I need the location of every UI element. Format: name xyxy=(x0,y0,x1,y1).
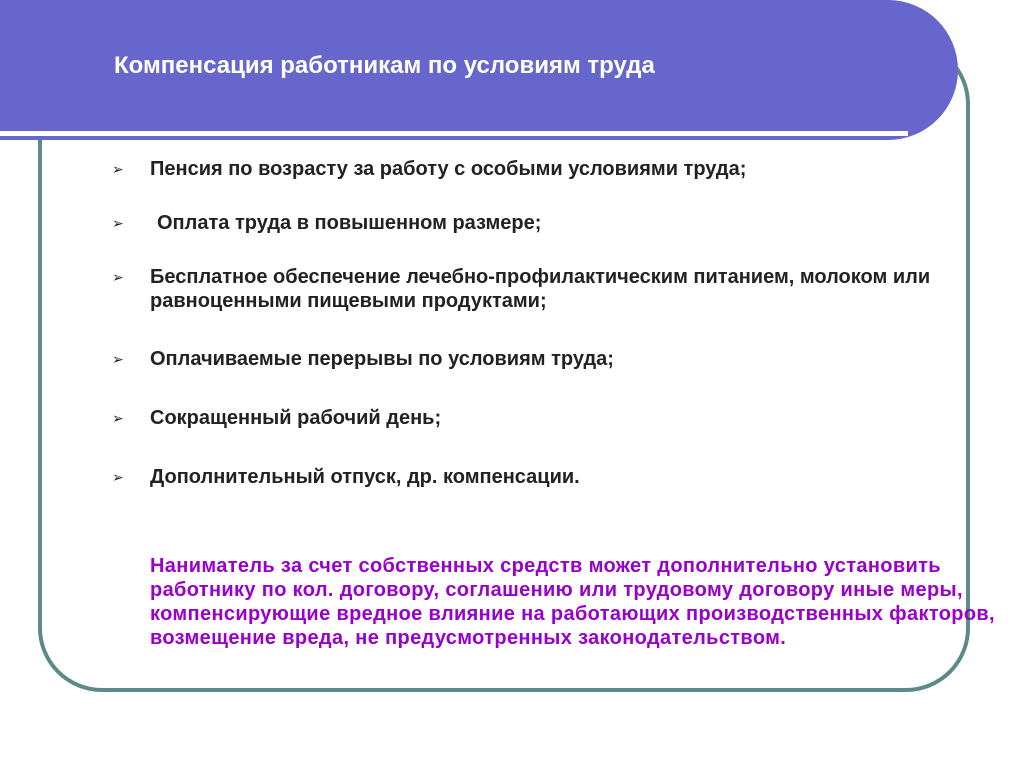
employer-note: Наниматель за счет собственных средств может дополнительно установить работнику по кол. договору, соглашению или трудовому договору иные меры, компенсирующие вредное влияние на работающих производственных факторов, возмещение вреда, не предусмотренных законодательством. xyxy=(150,555,995,649)
list-item xyxy=(112,211,982,235)
arrow-bullet-icon: ➢ xyxy=(112,410,124,426)
list-item-text: Пенсия по возрасту за работу с особыми условиями труда; xyxy=(150,158,747,180)
slide-title: Компенсация работникам по условиям труда xyxy=(114,52,655,79)
arrow-bullet-icon: ➢ xyxy=(112,215,124,231)
list-item xyxy=(112,265,982,313)
list-item-text: Дополнительный отпуск, др. компенсации. xyxy=(150,466,580,488)
list-item xyxy=(112,347,982,371)
list-item-text: Оплачиваемые перерывы по условиям труда; xyxy=(150,348,614,370)
list-item-text: Бесплатное обеспечение лечебно-профилактическим питанием, молоком или равноценными пищевыми продуктами; xyxy=(150,266,931,312)
arrow-bullet-icon: ➢ xyxy=(112,351,124,367)
list-item xyxy=(112,406,982,430)
list-item xyxy=(112,465,982,489)
header-underline xyxy=(0,131,908,136)
list-item xyxy=(112,157,982,181)
arrow-bullet-icon: ➢ xyxy=(112,469,124,485)
arrow-bullet-icon: ➢ xyxy=(112,269,124,285)
list-item-text: Сокращенный рабочий день; xyxy=(150,407,442,429)
arrow-bullet-icon: ➢ xyxy=(112,161,124,177)
bullet-list xyxy=(112,157,982,489)
list-item-text: Оплата труда в повышенном размере; xyxy=(157,212,542,234)
